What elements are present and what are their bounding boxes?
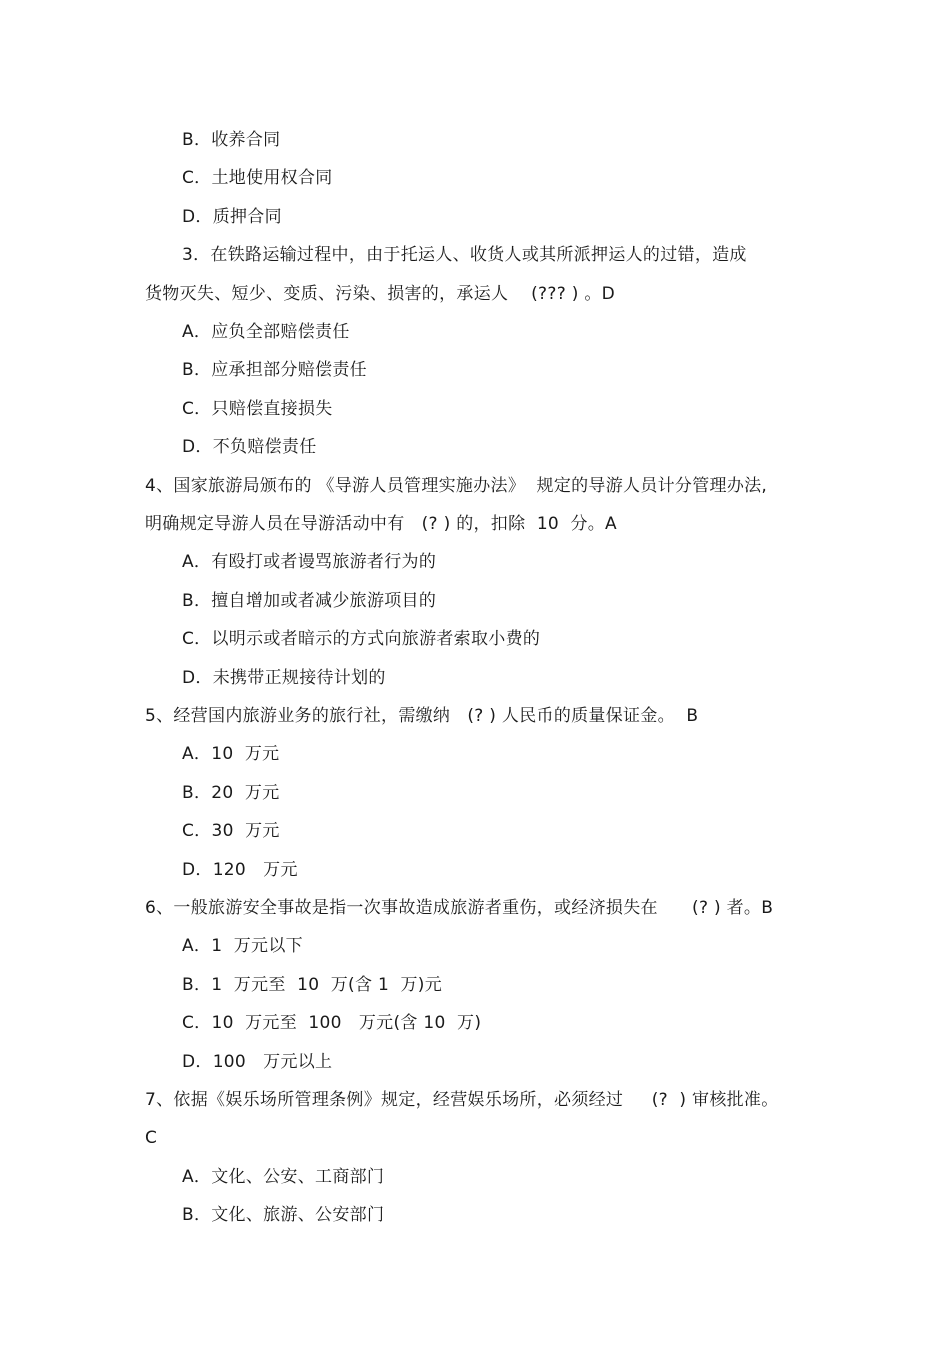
text-line: C: [145, 1128, 158, 1149]
text-line: A．有殴打或者谩骂旅游者行为的: [182, 552, 437, 573]
text-line: C．10 万元至 100 万元(含 10 万): [182, 1013, 482, 1034]
text-line: D．120 万元: [182, 859, 298, 880]
text-line: D．100 万元以上: [182, 1051, 333, 1072]
text-line: C．30 万元: [182, 821, 280, 842]
text-line: D．质押合同: [182, 206, 282, 227]
text-line: C．土地使用权合同: [182, 168, 333, 189]
text-line: 6、一般旅游安全事故是指一次事故造成旅游者重伤，或经济损失在 (? ) 者。B: [145, 898, 774, 918]
text-line: A．文化、公安、工商部门: [182, 1166, 385, 1187]
text-line: B．收养合同: [182, 130, 281, 150]
text-line: A．应负全部赔偿责任: [182, 322, 350, 342]
text-line: D．不负赔偿责任: [182, 437, 317, 458]
text-line: 明确规定导游人员在导游活动中有 (? ) 的，扣除 10 分。A: [145, 514, 617, 534]
text-line: 货物灭失、短少、变质、污染、损害的，承运人 (??? ) 。D: [145, 283, 616, 304]
text-line: B．擅自增加或者减少旅游项目的: [182, 590, 437, 611]
text-line: 3．在铁路运输过程中，由于托运人、收货人或其所派押运人的过错，造成: [182, 245, 747, 266]
text-line: C．以明示或者暗示的方式向旅游者索取小费的: [182, 629, 541, 650]
text-line: B．文化、旅游、公安部门: [182, 1205, 385, 1226]
text-line: C．只赔偿直接损失: [182, 398, 333, 419]
text-line: A．1 万元以下: [182, 936, 303, 957]
text-line: B．1 万元至 10 万(含 1 万)元: [182, 974, 443, 995]
text-line: B．20 万元: [182, 782, 280, 803]
text-line: 7、依据《娱乐场所管理条例》规定，经营娱乐场所，必须经过 (? ) 审核批准。: [145, 1090, 779, 1110]
text-line: D．未携带正规接待计划的: [182, 667, 386, 688]
text-line: A．10 万元: [182, 744, 280, 765]
text-line: B．应承担部分赔偿责任: [182, 360, 367, 381]
text-line: 4、国家旅游局颁布的 《导游人员管理实施办法》 规定的导游人员计分管理办法,: [145, 475, 768, 496]
text-line: 5、经营国内旅游业务的旅行社，需缴纳 (? ) 人民币的质量保证金。 B: [145, 706, 699, 726]
